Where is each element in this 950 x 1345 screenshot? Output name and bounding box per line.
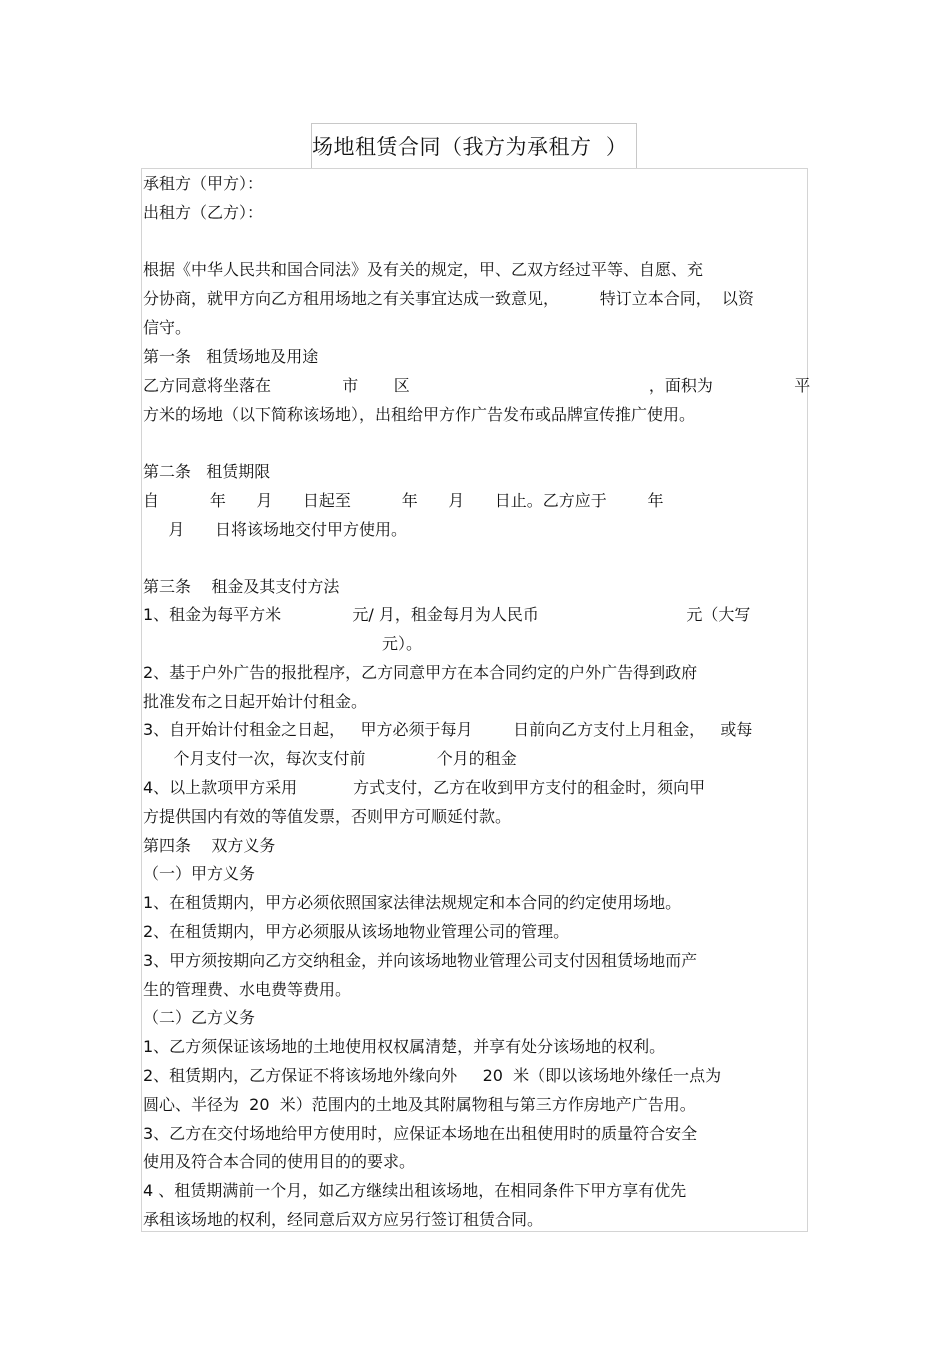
party-a-item-3-line-2: 生的管理费、水电费等费用。 — [143, 980, 352, 999]
article-1-line-2: 方米的场地（以下简称该场地），出租给甲方作广告发布或品牌宣传推广使用。 — [143, 405, 696, 424]
party-a-item-1: 1、在租赁期内，甲方必须依照国家法律法规规定和本合同的约定使用场地。 — [143, 893, 682, 912]
article-4-heading: 第四条 双方义务 — [143, 836, 276, 855]
party-a-item-2: 2、在租赁期内，甲方必须服从该场地物业管理公司的管理。 — [143, 922, 570, 941]
article-3-item-3-line-2: 个月支付一次，每次支付前 个月的租金 — [143, 749, 517, 768]
article-2-line-2: 月 日将该场地交付甲方使用。 — [143, 520, 407, 539]
article-3-item-4-line-2: 方提供国内有效的等值发票，否则甲方可顺延付款。 — [143, 807, 512, 826]
article-3-item-2-line-2: 批准发布之日起开始计付租金。 — [143, 692, 368, 711]
document-title: 场地租赁合同（我方为承租方 ） — [312, 135, 628, 159]
party-b-item-4-line-2: 承租该场地的权利，经同意后双方应另行签订租赁合同。 — [143, 1210, 544, 1229]
lessor-line: 出租方（乙方）： — [143, 203, 264, 222]
preamble-line-2: 分协商，就甲方向乙方租用场地之有关事宜达成一致意见， 特订立本合同， 以资 — [143, 289, 754, 308]
article-3-item-1-line-1: 1、租金为每平方米 元/ 月，租金每月为人民币 元（大写 — [143, 605, 751, 624]
party-b-item-3-line-2: 使用及符合本合同的使用目的的要求。 — [143, 1152, 416, 1171]
article-1-heading: 第一条 租赁场地及用途 — [143, 347, 319, 366]
lessee-line: 承租方（甲方）： — [143, 174, 264, 193]
party-b-item-2-line-2: 圆心、半径为 20 米）范围内的土地及其附属物租与第三方作房地产广告用。 — [143, 1095, 696, 1114]
article-3-item-4-line-1: 4、以上款项甲方采用 方式支付，乙方在收到甲方支付的租金时，须向甲 — [143, 778, 706, 797]
article-2-line-1: 自 年 月 日起至 年 月 日止。乙方应于 年 — [143, 491, 664, 510]
article-3-item-2-line-1: 2、基于户外广告的报批程序，乙方同意甲方在本合同约定的户外广告得到政府 — [143, 663, 698, 682]
article-3-heading: 第三条 租金及其支付方法 — [143, 577, 340, 596]
party-a-obligations-heading: （一）甲方义务 — [143, 864, 256, 883]
preamble-line-1: 根据《中华人民共和国合同法》及有关的规定，甲、乙双方经过平等、自愿、充 — [143, 260, 704, 279]
party-b-item-4-line-1: 4 、租赁期满前一个月，如乙方继续出租该场地，在相同条件下甲方享有优先 — [143, 1181, 687, 1200]
article-3-item-1-line-2: 元）。 — [143, 634, 423, 653]
party-a-item-3-line-1: 3、甲方须按期向乙方交纳租金，并向该场地物业管理公司支付因租赁场地而产 — [143, 951, 698, 970]
article-1-line-1: 乙方同意将坐落在 市 区 ，面积为 平 — [143, 376, 811, 395]
article-3-item-3-line-1: 3、自开始计付租金之日起， 甲方必须于每月 日前向乙方支付上月租金， 或每 — [143, 720, 753, 739]
party-b-item-1: 1、乙方须保证该场地的土地使用权权属清楚，并享有处分该场地的权利。 — [143, 1037, 666, 1056]
preamble-line-3: 信守。 — [143, 318, 192, 337]
article-2-heading: 第二条 租赁期限 — [143, 462, 271, 481]
party-b-item-2-line-1: 2、租赁期内，乙方保证不将该场地外缘向外 20 米（即以该场地外缘任一点为 — [143, 1066, 722, 1085]
party-b-obligations-heading: （二）乙方义务 — [143, 1008, 256, 1027]
party-b-item-3-line-1: 3、乙方在交付场地给甲方使用时，应保证本场地在出租使用时的质量符合安全 — [143, 1124, 698, 1143]
